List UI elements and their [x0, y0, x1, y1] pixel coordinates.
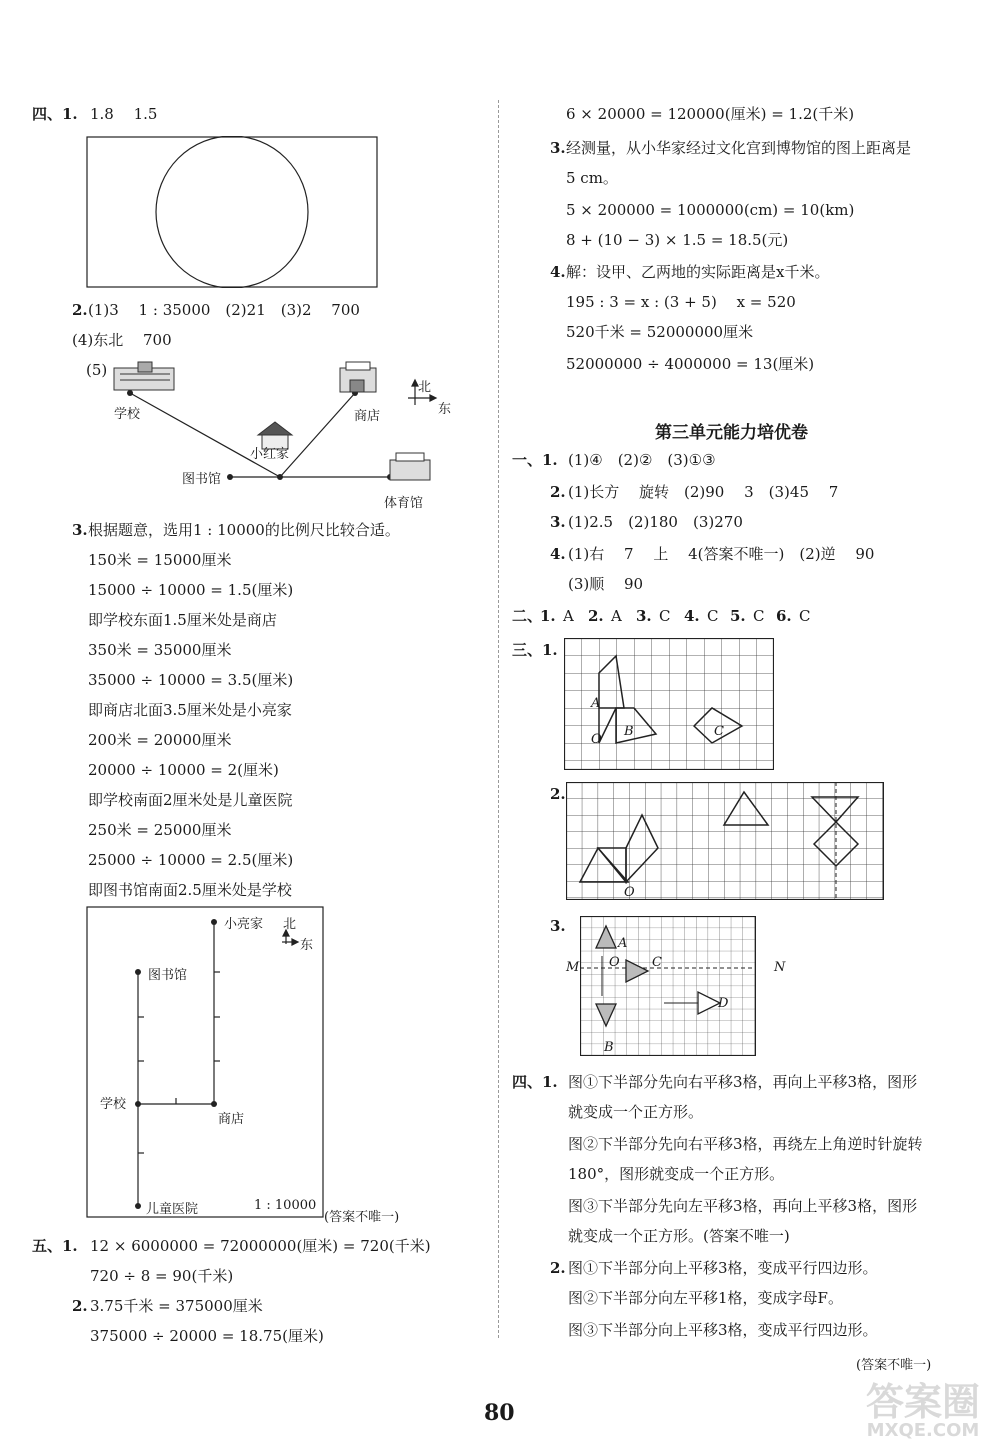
unit3-title: 第三单元能力培优卷 — [655, 423, 808, 443]
q5-3-line4: 8 + (10 − 3) × 1.5 = 18.5(元) — [566, 231, 789, 249]
map1-home-label: 小红家 — [250, 447, 290, 462]
q4-2-sub5: (5) — [86, 361, 108, 379]
q5-4-number: 4. — [550, 263, 566, 281]
q5-4-line2: 195 : 3 = x : (3 + 5) x = 520 — [566, 293, 796, 311]
s4-1-line-5: 就变成一个正方形。(答案不唯一) — [568, 1227, 790, 1245]
continued-line: 6 × 20000 = 120000(厘米) = 1.2(千米) — [566, 105, 855, 123]
s1-l5: (3)顺 90 — [568, 575, 644, 593]
g2-label-o: O — [624, 885, 635, 900]
q5-1-number: 五、1. — [32, 1237, 78, 1255]
s2-ans-4-num: 4. — [684, 607, 700, 625]
map2-note: (答案不唯一) — [324, 1210, 400, 1225]
q4-3-line-1: 150米 = 15000厘米 — [88, 551, 232, 569]
g3-label-c: C — [652, 955, 662, 970]
q4-3-line-8: 20000 ÷ 10000 = 2(厘米) — [88, 761, 279, 779]
q4-3-line-3: 即学校东面1.5厘米处是商店 — [88, 611, 277, 629]
map2-xiaoliang-label: 小亮家 — [224, 917, 264, 932]
s4-note: (答案不唯一) — [856, 1358, 932, 1373]
s2-ans-3-num: 3. — [636, 607, 652, 625]
s1-l4-number: 4. — [550, 545, 566, 563]
q5-2-line2: 375000 ÷ 20000 = 18.75(厘米) — [90, 1327, 324, 1345]
map1-store-label: 商店 — [354, 409, 381, 424]
s2-ans-4: C — [707, 607, 719, 625]
g1-label-c: C — [714, 724, 724, 739]
q4-2-line2: (4)东北 700 — [72, 331, 172, 349]
s4-1-number: 四、1. — [512, 1073, 558, 1091]
s1-l3: (1)2.5 (2)180 (3)270 — [568, 513, 743, 531]
g3-label-b: B — [604, 1040, 614, 1055]
s4-1-line-4: 图③下半部分先向左平移3格，再向上平移3格，图形 — [568, 1197, 918, 1215]
map-route-diagram — [100, 360, 460, 510]
g3-label-d: D — [718, 996, 729, 1011]
s3-1-number: 三、1. — [512, 641, 558, 659]
store-building-icon — [340, 362, 376, 392]
library-dot — [227, 474, 233, 480]
school-dot — [127, 390, 133, 396]
s4-2-line-1: 图②下半部分向左平移1格，变成字母F。 — [568, 1289, 843, 1307]
watermark-line2: MXQE.COM — [866, 1420, 980, 1441]
q4-3-line-9: 即学校南面2厘米处是儿童医院 — [88, 791, 293, 809]
q5-3-line2: 5 cm。 — [566, 169, 618, 187]
s4-2-line-0: 图①下半部分向上平移3格，变成平行四边形。 — [568, 1259, 878, 1277]
g3-label-n: N — [774, 960, 786, 975]
s1-l4: (1)右 7 上 4(答案不唯一) (2)逆 90 — [568, 545, 875, 563]
q4-3-number: 3. — [72, 521, 88, 539]
s1-l3-number: 3. — [550, 513, 566, 531]
q4-3-line-7: 200米 = 20000厘米 — [88, 731, 232, 749]
s2-ans-2: A — [611, 607, 622, 625]
grid-figure-2 — [566, 782, 884, 900]
gym-building-icon — [390, 453, 430, 480]
q5-4-line4: 52000000 ÷ 4000000 = 13(厘米) — [566, 355, 815, 373]
s4-1-line-3: 180°，图形就变成一个正方形。 — [568, 1165, 785, 1183]
s4-1-line-2: 图②下半部分先向右平移3格，再绕左上角逆时针旋转 — [568, 1135, 923, 1153]
q5-1-line2: 720 ÷ 8 = 90(千米) — [90, 1267, 234, 1285]
s2-ans-1: A — [563, 607, 574, 625]
map2-north-label: 北 — [283, 917, 297, 932]
s1-l1-number: 一、1. — [512, 451, 558, 469]
figure-rectangle — [87, 137, 377, 287]
s2-ans-6-num: 6. — [776, 607, 792, 625]
q5-1-line1: 12 × 6000000 = 72000000(厘米) = 720(千米) — [90, 1237, 431, 1255]
s4-2-line-2: 图③下半部分向上平移3格，变成平行四边形。 — [568, 1321, 878, 1339]
page-number: 80 — [484, 1400, 515, 1426]
g3-label-o: O — [609, 955, 620, 970]
q4-3-line-6: 即商店北面3.5厘米处是小亮家 — [88, 701, 292, 719]
map1-gym-label: 体育馆 — [384, 496, 424, 511]
q5-4-line3: 520千米 = 52000000厘米 — [566, 323, 754, 341]
map1-school-label: 学校 — [114, 407, 141, 422]
s4-2-number: 2. — [550, 1259, 566, 1277]
q4-3-line-4: 350米 = 35000厘米 — [88, 641, 232, 659]
s2-ans-2-num: 2. — [588, 607, 604, 625]
s4-1-line-0: 图①下半部分先向右平移3格，再向上平移3格，图形 — [568, 1073, 918, 1091]
q5-3-number: 3. — [550, 139, 566, 157]
s4-1-line-1: 就变成一个正方形。 — [568, 1103, 704, 1121]
scale-map-diagram — [86, 906, 326, 1220]
q5-3-line3: 5 × 200000 = 1000000(cm) = 10(km) — [566, 201, 855, 219]
s3-3-number: 3. — [550, 917, 566, 935]
q5-3-line1: 经测量，从小华家经过文化宫到博物馆的图上距离是 — [566, 139, 912, 157]
s2-ans-1-num: 1. — [540, 607, 556, 625]
s2-ans-5: C — [753, 607, 765, 625]
g1-label-o: O — [591, 732, 602, 747]
map2-scale-label: 1 : 10000 — [254, 1198, 317, 1213]
g1-label-b: B — [624, 724, 634, 739]
s1-l2-number: 2. — [550, 483, 566, 501]
watermark-line1: 答案圈 — [865, 1380, 980, 1424]
q4-3-line-11: 25000 ÷ 10000 = 2.5(厘米) — [88, 851, 294, 869]
home-dot — [277, 474, 283, 480]
column-divider — [498, 100, 499, 1338]
watermark — [865, 1380, 980, 1441]
map2-east-label: 东 — [300, 938, 314, 953]
g3-label-a: A — [618, 936, 628, 951]
map1-east-label: 东 — [438, 402, 452, 417]
grid-figure-3 — [580, 916, 756, 1056]
map1-north-label: 北 — [418, 380, 432, 395]
g3-label-m: M — [566, 960, 580, 975]
q4-3-line-0: 根据题意，选用1 : 10000的比例尺比较合适。 — [88, 521, 400, 539]
s1-l1: (1)④ (2)② (3)①③ — [568, 451, 716, 469]
q5-2-number: 2. — [72, 1297, 88, 1315]
rectangle-circle-figure — [86, 136, 378, 288]
q4-2-line1: (1)3 1 : 35000 (2)21 (3)2 700 — [88, 301, 360, 319]
map2-school-label: 学校 — [100, 1097, 127, 1112]
s1-l2: (1)长方 旋转 (2)90 3 (3)45 7 — [568, 483, 839, 501]
s2-ans-3: C — [659, 607, 671, 625]
q4-3-line-12: 即图书馆南面2.5厘米处是学校 — [88, 881, 292, 899]
q4-3-line-2: 15000 ÷ 10000 = 1.5(厘米) — [88, 581, 294, 599]
compass-arrow-icon — [282, 930, 298, 945]
q4-3-line-5: 35000 ÷ 10000 = 3.5(厘米) — [88, 671, 294, 689]
map2-hospital-label: 儿童医院 — [146, 1202, 199, 1217]
q4-2-number: 2. — [72, 301, 88, 319]
map2-library-label: 图书馆 — [148, 968, 188, 983]
g1-label-a: A — [591, 696, 601, 711]
s2-ans-5-num: 5. — [730, 607, 746, 625]
q5-4-line1: 解：设甲、乙两地的实际距离是x千米。 — [566, 263, 830, 281]
map2-store-label: 商店 — [218, 1112, 245, 1127]
q4-1-answer: 1.8 1.5 — [90, 105, 158, 123]
q4-3-line-10: 250米 = 25000厘米 — [88, 821, 232, 839]
s2-number: 二、 — [512, 607, 543, 625]
q5-2-line1: 3.75千米 = 375000厘米 — [90, 1297, 263, 1315]
figure-circle — [156, 136, 308, 288]
s2-ans-6: C — [799, 607, 811, 625]
school-building-icon — [114, 362, 174, 390]
map1-library-label: 图书馆 — [182, 472, 222, 487]
s3-2-number: 2. — [550, 785, 566, 803]
q4-1-number: 四、1. — [32, 105, 78, 123]
